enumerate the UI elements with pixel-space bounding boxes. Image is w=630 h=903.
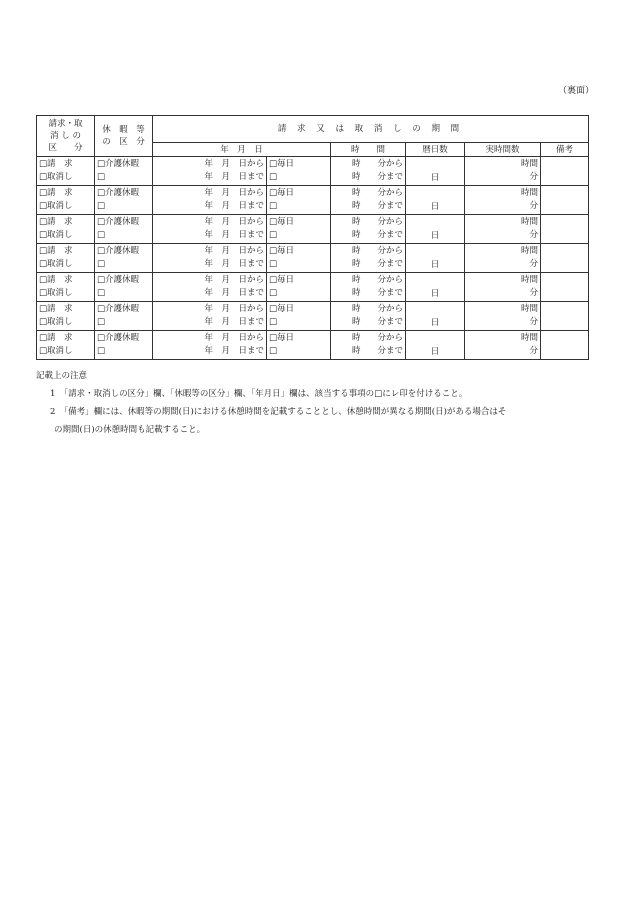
date-to: 年 月 日まで (204, 172, 264, 182)
header-calendar-days: 暦日数 (406, 143, 465, 157)
care-leave-checkbox[interactable]: □介護休暇 (97, 188, 140, 198)
time-range-cell[interactable] (331, 273, 406, 302)
time-range-cell[interactable] (331, 302, 406, 331)
cancel-checkbox[interactable]: □取消し (39, 346, 73, 356)
remarks-cell[interactable] (541, 331, 589, 360)
every-day-checkbox[interactable]: □毎日 (269, 188, 295, 198)
day-unit: 日 (430, 260, 440, 270)
every-day-cell[interactable] (267, 273, 331, 302)
actual-hours-cell[interactable] (465, 331, 541, 360)
request-cancel-cell[interactable] (37, 331, 95, 360)
actual-hours-cell[interactable] (465, 273, 541, 302)
other-leave-checkbox[interactable]: □ (97, 172, 106, 182)
every-day-checkbox[interactable]: □毎日 (269, 333, 295, 343)
header-time: 時 間 (331, 143, 406, 157)
every-day-checkbox[interactable]: □毎日 (269, 304, 295, 314)
care-leave-checkbox[interactable]: □介護休暇 (97, 159, 140, 169)
every-day-checkbox[interactable]: □毎日 (269, 159, 295, 169)
calendar-days-cell[interactable] (406, 215, 465, 244)
date-to: 年 月 日まで (204, 259, 264, 269)
date-from: 年 月 日から (204, 159, 264, 169)
header-date: 年 月 日 (153, 143, 331, 157)
date-to: 年 月 日まで (204, 230, 264, 240)
header-request-cancel-kind: 請求・取 消 し の 区 分 (37, 116, 95, 157)
request-checkbox[interactable]: □請 求 (39, 217, 73, 227)
hours-unit: 時間 (520, 246, 538, 256)
other-leave-checkbox[interactable]: □ (97, 230, 106, 240)
every-other-checkbox[interactable]: □ (269, 317, 278, 327)
table-row (37, 244, 589, 273)
date-range-cell[interactable] (153, 215, 267, 244)
remarks-cell[interactable] (541, 186, 589, 215)
date-from: 年 月 日から (204, 217, 264, 227)
minutes-unit: 分 (529, 346, 538, 356)
note-item-1: 1 「請求・取消しの区分」欄、「休暇等の区分」欄、「年月日」欄は、該当する事項の□にレ印を付けること。 (50, 389, 468, 399)
table-row (37, 331, 589, 360)
minutes-unit: 分 (529, 259, 538, 269)
care-leave-checkbox[interactable]: □介護休暇 (97, 333, 140, 343)
hours-unit: 時間 (520, 275, 538, 285)
header-period-title: 請 求 又 は 取 消 し の 期 間 (153, 116, 589, 143)
notes-section (36, 367, 596, 439)
other-leave-checkbox[interactable]: □ (97, 288, 106, 298)
date-to: 年 月 日まで (204, 346, 264, 356)
other-leave-checkbox[interactable]: □ (97, 201, 106, 211)
every-day-cell[interactable] (267, 157, 331, 186)
day-unit: 日 (430, 347, 440, 357)
time-from: 時 分から (351, 333, 403, 343)
request-cancel-cell[interactable] (37, 157, 95, 186)
header-remarks: 備考 (541, 143, 589, 157)
request-checkbox[interactable]: □請 求 (39, 333, 73, 343)
header-leave-kind: 休 暇 等 の 区 分 (95, 116, 153, 157)
request-checkbox[interactable]: □請 求 (39, 246, 73, 256)
leave-kind-cell[interactable] (95, 244, 153, 273)
time-from: 時 分から (351, 246, 403, 256)
minutes-unit: 分 (529, 230, 538, 240)
leave-kind-cell[interactable] (95, 302, 153, 331)
other-leave-checkbox[interactable]: □ (97, 259, 106, 269)
every-other-checkbox[interactable]: □ (269, 259, 278, 269)
day-unit: 日 (430, 202, 440, 212)
time-to: 時 分まで (351, 201, 403, 211)
time-to: 時 分まで (351, 346, 403, 356)
other-leave-checkbox[interactable]: □ (97, 346, 106, 356)
notes-title: 記載上の注意 (36, 371, 88, 381)
minutes-unit: 分 (529, 201, 538, 211)
actual-hours-cell[interactable] (465, 186, 541, 215)
cancel-checkbox[interactable]: □取消し (39, 172, 73, 182)
minutes-unit: 分 (529, 288, 538, 298)
date-from: 年 月 日から (204, 304, 264, 314)
every-other-checkbox[interactable]: □ (269, 201, 278, 211)
remarks-cell[interactable] (541, 244, 589, 273)
time-from: 時 分から (351, 304, 403, 314)
actual-hours-cell[interactable] (465, 244, 541, 273)
every-day-cell[interactable] (267, 244, 331, 273)
hours-unit: 時間 (520, 333, 538, 343)
day-unit: 日 (430, 318, 440, 328)
table-row (37, 273, 589, 302)
every-day-checkbox[interactable]: □毎日 (269, 246, 295, 256)
leave-kind-cell[interactable] (95, 273, 153, 302)
calendar-days-cell[interactable] (406, 186, 465, 215)
day-unit: 日 (430, 231, 440, 241)
day-unit: 日 (430, 173, 440, 183)
table-row (37, 186, 589, 215)
date-from: 年 月 日から (204, 333, 264, 343)
hours-unit: 時間 (520, 188, 538, 198)
actual-hours-cell[interactable] (465, 157, 541, 186)
cancel-checkbox[interactable]: □取消し (39, 317, 73, 327)
request-checkbox[interactable]: □請 求 (39, 275, 73, 285)
date-range-cell[interactable] (153, 273, 267, 302)
every-day-checkbox[interactable]: □毎日 (269, 275, 295, 285)
every-day-cell[interactable] (267, 331, 331, 360)
leave-kind-cell[interactable] (95, 215, 153, 244)
request-cancel-cell[interactable] (37, 302, 95, 331)
every-day-checkbox[interactable]: □毎日 (269, 217, 295, 227)
request-checkbox[interactable]: □請 求 (39, 159, 73, 169)
leave-kind-cell[interactable] (95, 331, 153, 360)
actual-hours-cell[interactable] (465, 302, 541, 331)
every-day-cell[interactable] (267, 302, 331, 331)
note-item-2-continued: の期間(日)の休憩時間も記載すること。 (54, 425, 206, 435)
date-to: 年 月 日まで (204, 317, 264, 327)
time-from: 時 分から (351, 159, 403, 169)
time-to: 時 分まで (351, 317, 403, 327)
request-cancel-cell[interactable] (37, 186, 95, 215)
remarks-cell[interactable] (541, 157, 589, 186)
time-to: 時 分まで (351, 259, 403, 269)
hours-unit: 時間 (520, 159, 538, 169)
every-other-checkbox[interactable]: □ (269, 172, 278, 182)
leave-kind-cell[interactable] (95, 186, 153, 215)
cancel-checkbox[interactable]: □取消し (39, 201, 73, 211)
table-row (37, 157, 589, 186)
every-other-checkbox[interactable]: □ (269, 288, 278, 298)
time-range-cell[interactable] (331, 157, 406, 186)
time-from: 時 分から (351, 275, 403, 285)
actual-hours-cell[interactable] (465, 215, 541, 244)
date-from: 年 月 日から (204, 275, 264, 285)
date-to: 年 月 日まで (204, 201, 264, 211)
time-to: 時 分まで (351, 172, 403, 182)
other-leave-checkbox[interactable]: □ (97, 317, 106, 327)
time-range-cell[interactable] (331, 331, 406, 360)
minutes-unit: 分 (529, 172, 538, 182)
date-range-cell[interactable] (153, 302, 267, 331)
every-other-checkbox[interactable]: □ (269, 346, 278, 356)
cancel-checkbox[interactable]: □取消し (39, 259, 73, 269)
time-from: 時 分から (351, 188, 403, 198)
request-cancel-cell[interactable] (37, 273, 95, 302)
every-day-cell[interactable] (267, 215, 331, 244)
minutes-unit: 分 (529, 317, 538, 327)
time-to: 時 分まで (351, 288, 403, 298)
time-range-cell[interactable] (331, 215, 406, 244)
leave-request-table (36, 115, 589, 360)
request-cancel-cell[interactable] (37, 215, 95, 244)
remarks-cell[interactable] (541, 302, 589, 331)
date-from: 年 月 日から (204, 246, 264, 256)
calendar-days-cell[interactable] (406, 157, 465, 186)
calendar-days-cell[interactable] (406, 244, 465, 273)
care-leave-checkbox[interactable]: □介護休暇 (97, 246, 140, 256)
date-to: 年 月 日まで (204, 288, 264, 298)
leave-kind-cell[interactable] (95, 157, 153, 186)
time-to: 時 分まで (351, 230, 403, 240)
request-checkbox[interactable]: □請 求 (39, 188, 73, 198)
day-unit: 日 (430, 289, 440, 299)
time-from: 時 分から (351, 217, 403, 227)
header-actual-hours: 実時間数 (465, 143, 541, 157)
cancel-checkbox[interactable]: □取消し (39, 288, 73, 298)
date-range-cell[interactable] (153, 244, 267, 273)
calendar-days-cell[interactable] (406, 302, 465, 331)
date-from: 年 月 日から (204, 188, 264, 198)
cancel-checkbox[interactable]: □取消し (39, 230, 73, 240)
note-item-2: 2 「備考」欄には、休暇等の期間(日)における休憩時間を記載することとし、休憩時間が異なる期間(日)がある場合はそ (50, 407, 507, 417)
every-other-checkbox[interactable]: □ (269, 230, 278, 240)
hours-unit: 時間 (520, 304, 538, 314)
time-range-cell[interactable] (331, 244, 406, 273)
care-leave-checkbox[interactable]: □介護休暇 (97, 275, 140, 285)
time-range-cell[interactable] (331, 186, 406, 215)
care-leave-checkbox[interactable]: □介護休暇 (97, 304, 140, 314)
request-checkbox[interactable]: □請 求 (39, 304, 73, 314)
remarks-cell[interactable] (541, 215, 589, 244)
date-range-cell[interactable] (153, 157, 267, 186)
calendar-days-cell[interactable] (406, 331, 465, 360)
hours-unit: 時間 (520, 217, 538, 227)
every-day-cell[interactable] (267, 186, 331, 215)
remarks-cell[interactable] (541, 273, 589, 302)
calendar-days-cell[interactable] (406, 273, 465, 302)
page-side-label: （裏面） (557, 86, 594, 96)
date-range-cell[interactable] (153, 186, 267, 215)
table-row (37, 302, 589, 331)
care-leave-checkbox[interactable]: □介護休暇 (97, 217, 140, 227)
request-cancel-cell[interactable] (37, 244, 95, 273)
table-row (37, 215, 589, 244)
date-range-cell[interactable] (153, 331, 267, 360)
